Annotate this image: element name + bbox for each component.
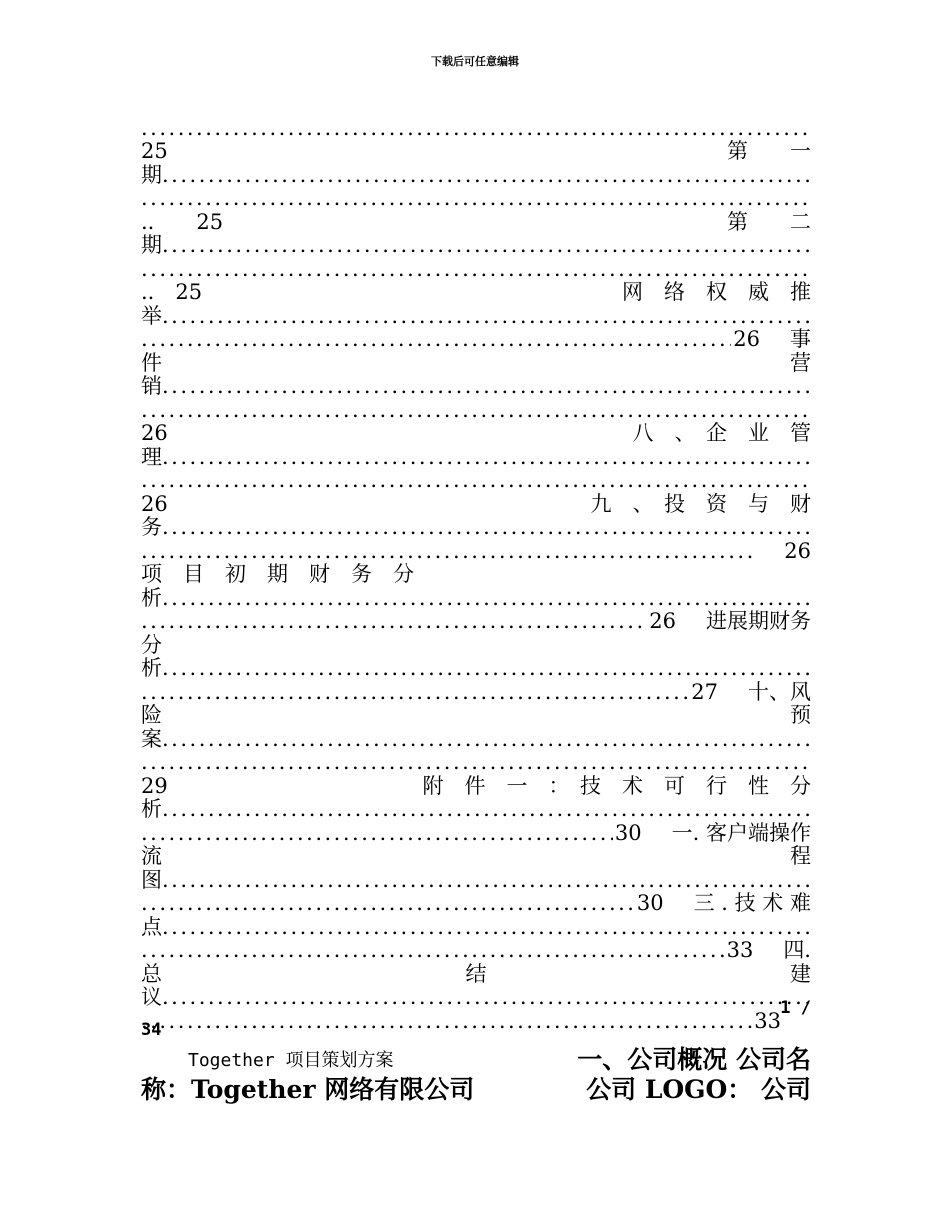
toc-text: 议	[141, 985, 162, 1009]
toc-line	[141, 727, 811, 751]
toc-text: 图	[141, 868, 162, 892]
company-name-text: 称：Together 网络有限公司	[141, 1075, 475, 1104]
toc-line	[141, 116, 811, 140]
toc-line	[141, 257, 811, 281]
dot-leader	[162, 516, 811, 539]
toc-line	[141, 751, 811, 775]
footer-line-1	[141, 1040, 811, 1074]
dot-leader	[162, 164, 811, 187]
toc-text: 举	[141, 304, 162, 328]
toc-text: 八 、 企 业 管	[632, 421, 811, 445]
dot-leader	[141, 187, 811, 210]
dot-leader	[141, 1010, 752, 1033]
toc-text: 网 络 权 威 推	[622, 280, 811, 304]
toc-text: 预	[790, 703, 811, 727]
dot-leader	[162, 587, 811, 610]
toc-text: 程	[790, 844, 811, 868]
toc-text: 期	[141, 233, 162, 257]
toc-text: 事	[790, 327, 811, 351]
toc-line	[141, 234, 811, 258]
toc-text: 进展期财务	[706, 609, 811, 633]
toc-line	[141, 187, 811, 211]
dot-leader	[162, 305, 811, 328]
toc-text: 析	[141, 797, 162, 821]
toc-line	[141, 610, 811, 634]
toc-text: 总	[141, 962, 162, 986]
toc-line	[141, 469, 811, 493]
toc-text: 建	[790, 962, 811, 986]
toc-line	[141, 939, 811, 963]
dot-leader	[141, 751, 811, 774]
toc-text: .. 25	[141, 280, 203, 304]
dot-leader	[162, 446, 811, 469]
dot-leader	[141, 681, 689, 704]
toc-line	[141, 1009, 811, 1033]
dot-leader	[162, 916, 811, 939]
footer-line-2	[141, 1070, 811, 1102]
dot-leader	[162, 986, 811, 1009]
toc-line	[141, 210, 811, 234]
toc-line	[141, 398, 811, 422]
toc-text: 务	[141, 515, 162, 539]
toc-text: 附 件 一 ： 技 术 可 行 性 分	[422, 774, 811, 798]
toc-text: 四.	[783, 938, 811, 962]
dot-leader	[141, 939, 725, 962]
section-heading: 一、公司概况 公司名	[577, 1045, 811, 1074]
toc-line	[141, 140, 811, 164]
toc-text: .. 25	[141, 210, 224, 234]
toc-line	[141, 774, 811, 798]
dot-leader	[141, 822, 613, 845]
dot-leader	[141, 258, 811, 281]
toc-line	[141, 422, 811, 446]
toc-line	[141, 375, 811, 399]
toc-page-number: 26	[649, 609, 676, 633]
toc-line	[141, 821, 811, 845]
toc-line	[141, 868, 811, 892]
toc-text: 期	[141, 163, 162, 187]
dot-leader	[141, 469, 811, 492]
toc-line	[141, 657, 811, 681]
toc-page-number: 30	[636, 891, 664, 915]
toc-text: 流	[141, 844, 162, 868]
toc-line	[141, 539, 811, 563]
toc-text: 26	[141, 492, 168, 516]
toc-line	[141, 304, 811, 328]
toc-line	[141, 163, 811, 187]
toc-text: 分	[141, 633, 162, 657]
toc-text: 销	[141, 374, 162, 398]
toc-line	[141, 516, 811, 540]
dot-leader	[141, 892, 635, 915]
dot-leader	[141, 540, 752, 563]
toc-page-number: 30	[614, 821, 642, 845]
toc-text: 析	[141, 586, 162, 610]
toc-text: 26	[784, 539, 811, 563]
toc-line	[141, 962, 811, 986]
toc-line	[141, 445, 811, 469]
dot-leader	[162, 657, 811, 680]
toc-line	[141, 845, 811, 869]
toc-text: 件	[141, 351, 162, 375]
toc-page-number: 33	[754, 1009, 781, 1033]
toc-line	[141, 586, 811, 610]
dot-leader	[162, 869, 811, 892]
toc-line	[141, 633, 811, 657]
toc-line	[141, 892, 811, 916]
dot-leader	[141, 117, 811, 140]
toc-text: 九 、 投 资 与 财	[590, 492, 811, 516]
toc-text: 结	[465, 962, 487, 986]
dot-leader	[141, 399, 811, 422]
toc-text: 25	[141, 139, 168, 163]
toc-line	[141, 986, 811, 1010]
toc-text: 点	[141, 915, 162, 939]
toc-text: 析	[141, 656, 162, 680]
dot-leader	[162, 375, 811, 398]
toc-text: 第 一	[727, 139, 811, 163]
toc-line	[141, 328, 811, 352]
toc-line	[141, 915, 811, 939]
dot-leader	[162, 234, 811, 257]
toc-text: 十、风	[748, 680, 811, 704]
toc-line	[141, 563, 811, 587]
dot-leader	[141, 610, 647, 633]
toc-text: 险	[141, 703, 162, 727]
toc-text: 营	[790, 351, 811, 375]
toc-text: 三 . 技 术 难	[693, 891, 811, 915]
page-total: 34	[141, 1020, 162, 1040]
toc-line	[141, 351, 811, 375]
dot-leader	[162, 728, 811, 751]
project-title: Together 项目策划方案	[188, 1050, 394, 1071]
toc-text: 理	[141, 445, 162, 469]
table-of-contents	[141, 116, 811, 1033]
toc-line	[141, 492, 811, 516]
toc-line	[141, 680, 811, 704]
company-logo-label: 公司 LOGO： 公司	[586, 1075, 811, 1104]
toc-line	[141, 798, 811, 822]
toc-page-number: 26	[733, 327, 760, 351]
toc-text: 第 二	[727, 210, 811, 234]
toc-line	[141, 281, 811, 305]
toc-text: 26	[141, 421, 168, 445]
toc-text: 一. 客户端操作	[671, 821, 811, 845]
dot-leader	[162, 798, 811, 821]
toc-page-number: 33	[726, 938, 754, 962]
toc-text: 29	[141, 774, 168, 798]
toc-text: 案	[141, 727, 162, 751]
toc-text: 项 目 初 期 财 务 分	[141, 562, 414, 586]
toc-page-number: 27	[691, 680, 718, 704]
toc-line	[141, 704, 811, 728]
page-header: 下载后可任意编辑	[431, 55, 519, 68]
dot-leader	[141, 328, 731, 351]
page-number-fraction: 1 /	[780, 998, 811, 1018]
